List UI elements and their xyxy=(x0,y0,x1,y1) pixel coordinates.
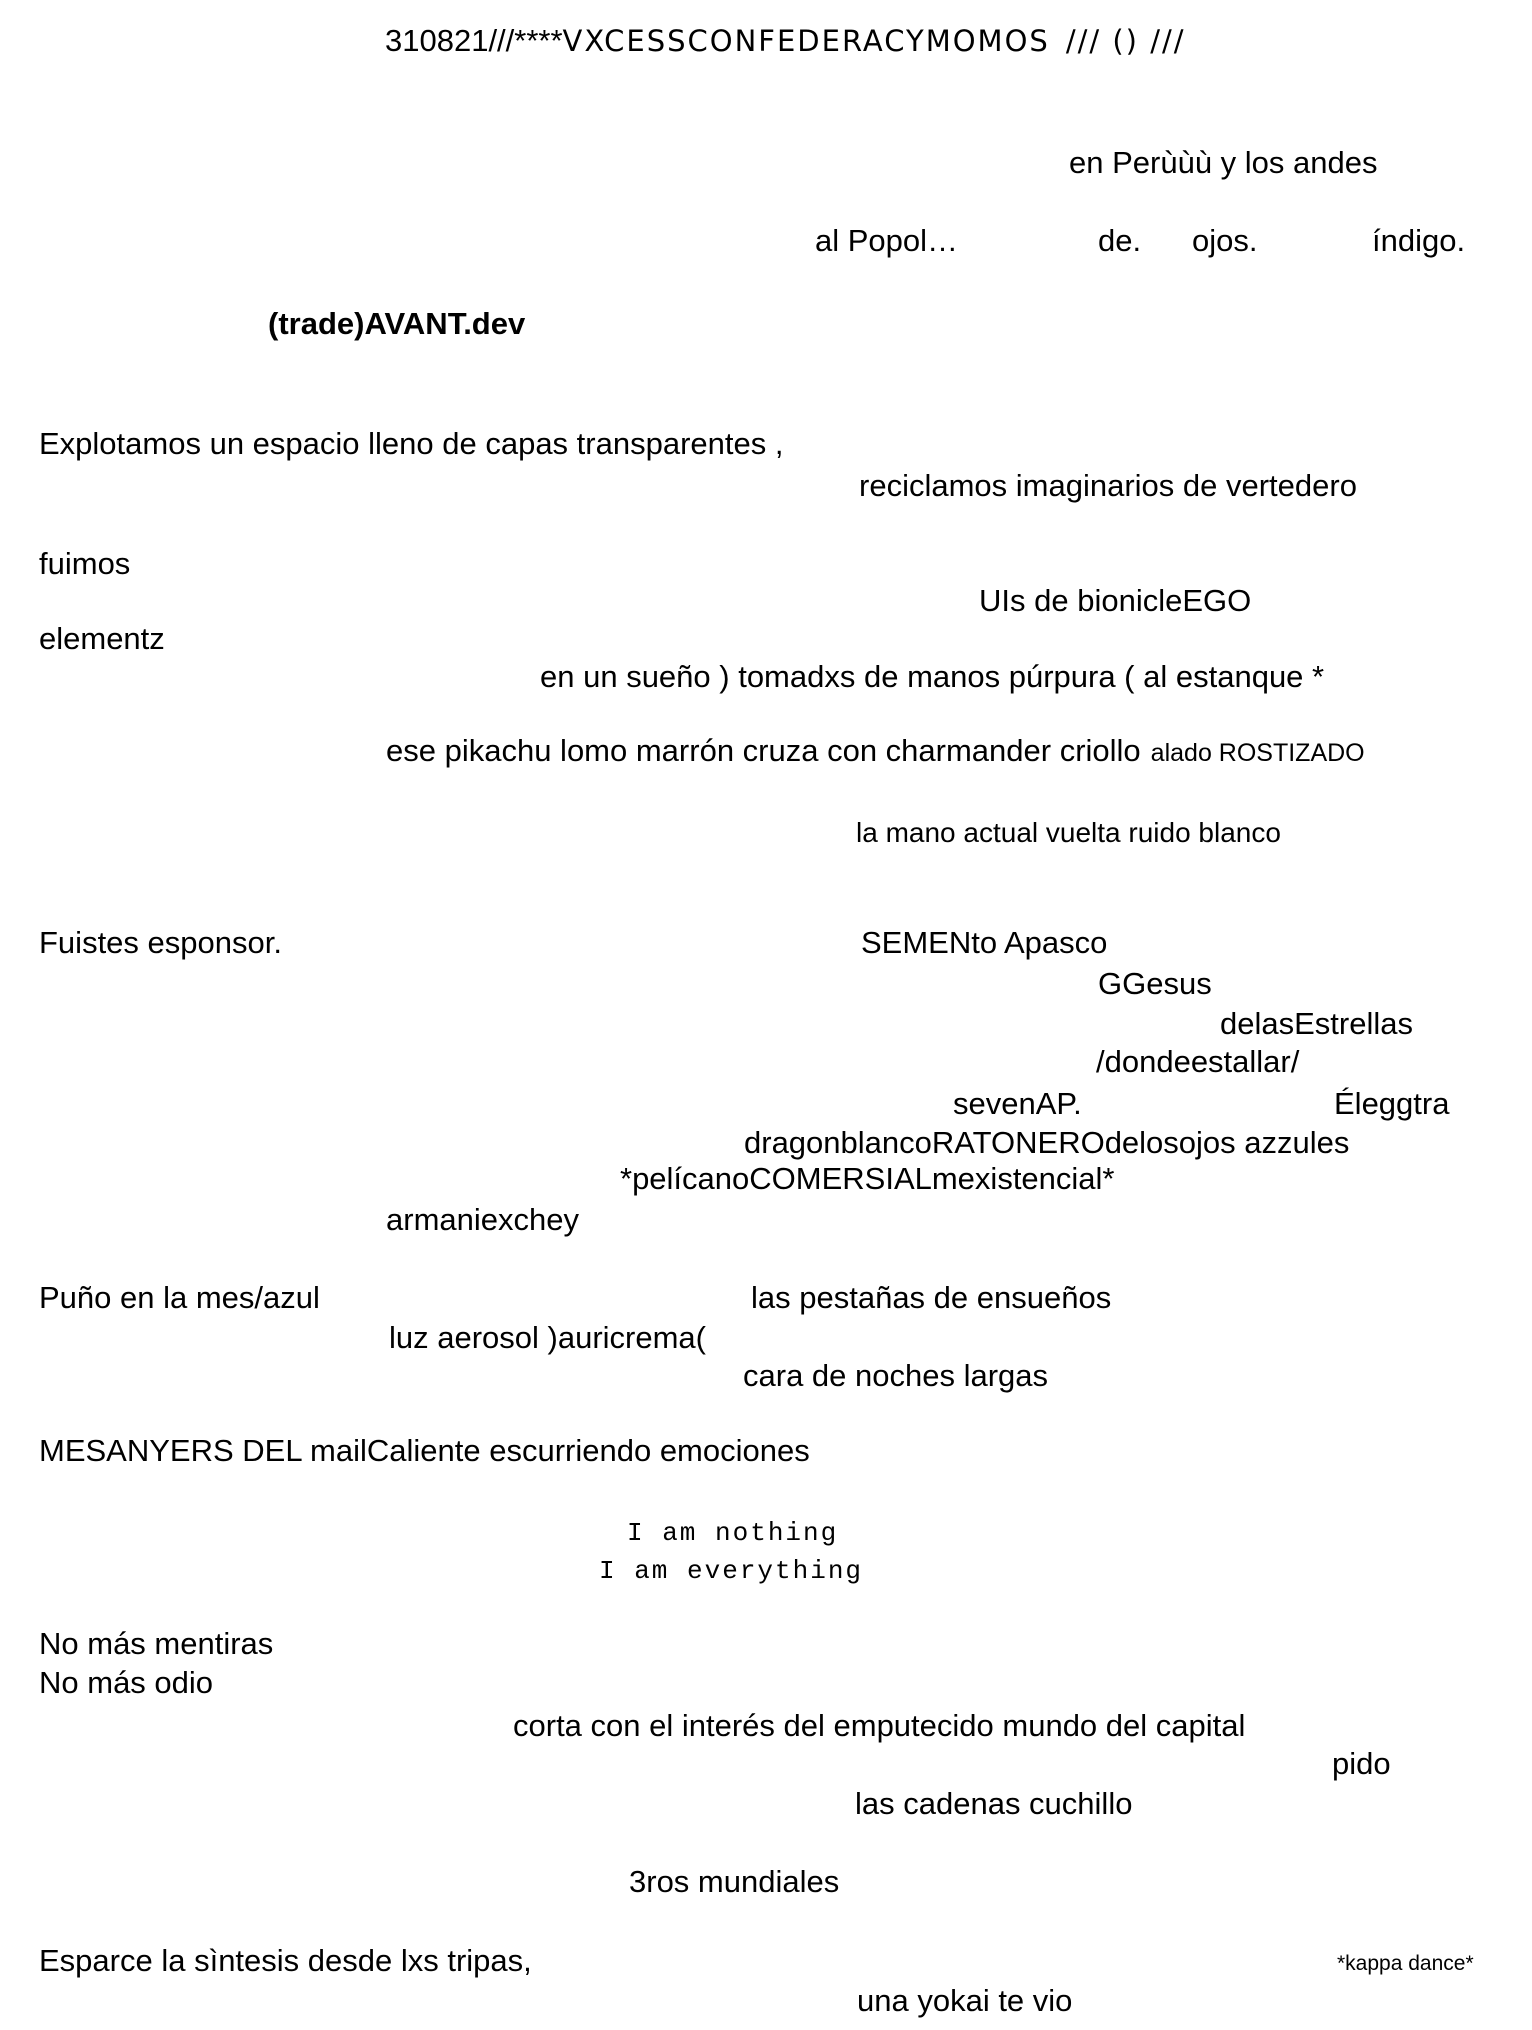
line-aerosol: luz aerosol )auricrema( xyxy=(389,1320,706,1355)
pikachu-alado: alado ROSTIZADO xyxy=(1150,739,1365,767)
line-yokai: una yokai te vio xyxy=(857,1983,1073,2018)
pestanas-word: las pestañas de ensueños xyxy=(751,1280,1112,1315)
line-pido: pido xyxy=(1332,1746,1391,1781)
line-explotamos: Explotamos un espacio lleno de capas transparentes , xyxy=(39,426,784,461)
line-estrellas: delasEstrellas xyxy=(1220,1006,1413,1041)
line-mano: la mano actual vuelta ruido blanco xyxy=(856,817,1281,848)
line-fuimos: fuimos xyxy=(39,546,131,581)
puno-word: Puño en la mes/azul xyxy=(39,1280,320,1315)
ojos-word: ojos. xyxy=(1192,223,1258,258)
line-reciclamos: reciclamos imaginarios de vertedero xyxy=(859,468,1357,503)
de-word: de. xyxy=(1098,223,1142,258)
line-mentiras: No más mentiras xyxy=(39,1626,274,1661)
line-cadenas: las cadenas cuchillo xyxy=(855,1786,1133,1821)
line-dragon: dragonblancoRATONEROdelosojos azzules xyxy=(744,1125,1350,1160)
esparce-word: Esparce la sìntesis desde lxs tripas, xyxy=(39,1943,532,1978)
header-title: VXCESSCONFEDERACYMOMOS xyxy=(562,24,1050,58)
semento-word: SEMENto Apasco xyxy=(861,925,1108,960)
line-odio: No más odio xyxy=(39,1665,214,1700)
header-line xyxy=(385,25,1186,58)
line-cara: cara de noches largas xyxy=(743,1358,1049,1393)
line-mesanyers: MESANYERS DEL mailCaliente escurriendo emociones xyxy=(39,1433,810,1468)
line-uis: UIs de bionicleEGO xyxy=(979,583,1252,618)
line-dondeestallar: /dondeestallar/ xyxy=(1096,1044,1300,1079)
sevenap-word: sevenAP. xyxy=(953,1086,1082,1121)
indigo-word: índigo. xyxy=(1372,223,1466,258)
fuistes-word: Fuistes esponsor. xyxy=(39,925,282,960)
line-i-am-everything: I am everything xyxy=(599,1556,864,1586)
line-elementz: elementz xyxy=(39,621,165,656)
line-peru: en Perùùù y los andes xyxy=(1069,145,1378,180)
line-i-am-nothing: I am nothing xyxy=(627,1518,839,1548)
line-armani: armaniexchey xyxy=(386,1202,579,1237)
line-mundiales: 3ros mundiales xyxy=(629,1864,840,1899)
line-trade-avant: (trade)AVANT.dev xyxy=(268,306,526,341)
popol-word: al Popol… xyxy=(815,223,959,258)
eleggtra-word: Éleggtra xyxy=(1334,1086,1450,1121)
line-pelicano: *pelícanoCOMERSIALmexistencial* xyxy=(620,1161,1115,1196)
pikachu-main: ese pikachu lomo marrón cruza con charmander criollo xyxy=(386,733,1141,768)
header-code: 310821///**** xyxy=(385,23,563,58)
kappa-note: *kappa dance* xyxy=(1337,1952,1474,1975)
header-slashes: /// () /// xyxy=(1065,24,1186,58)
line-corta: corta con el interés del emputecido mundo del capital xyxy=(513,1708,1246,1743)
line-ggesus: GGesus xyxy=(1098,966,1212,1001)
line-pikachu xyxy=(386,735,1365,768)
line-sueno: en un sueño ) tomadxs de manos púrpura ( al estanque * xyxy=(540,659,1325,694)
